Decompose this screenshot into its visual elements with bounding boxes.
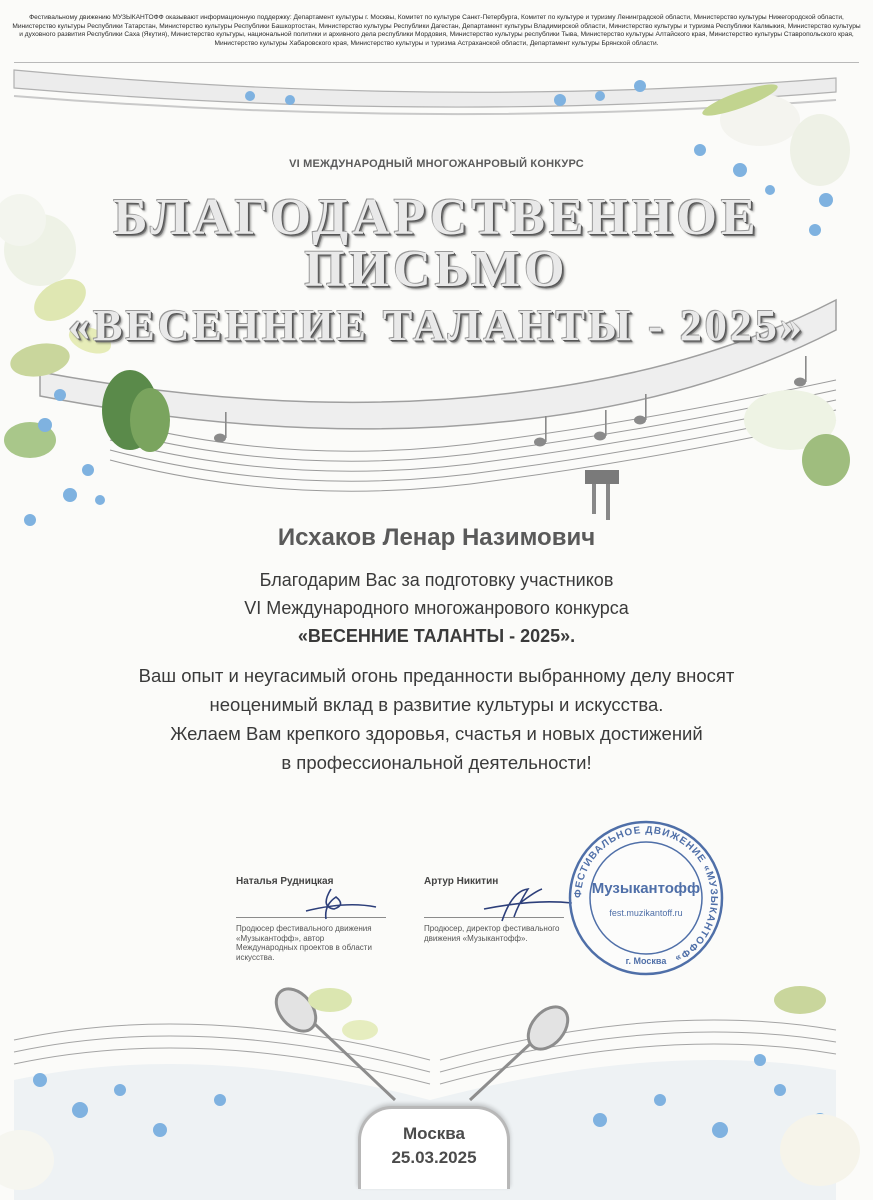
stamp-brand: Музыкантофф: [591, 880, 701, 897]
body-line-6: Желаем Вам крепкого здоровья, счастья и новых достижений: [170, 723, 703, 744]
body-line-2: VI Международного многожанрового конкурса: [244, 598, 629, 618]
footer-place: Москва: [403, 1124, 465, 1143]
signatory-role-1: Продюсер фестивального движения «Музыкантофф», автор Международных проектов в области искусства.: [236, 924, 372, 962]
signature-line-1: [236, 917, 386, 918]
recipient-name: Исхаков Ленар Назимович: [277, 524, 596, 551]
stamp-graphic: [566, 818, 726, 978]
stamp-ring-text: ФЕСТИВАЛЬНОЕ ДВИЖЕНИЕ «МУЗЫКАНТОФФ»: [572, 824, 720, 964]
signatory-role-2: Продюсер, директор фестивального движения «Музыкантофф».: [424, 924, 560, 943]
signature-block-2: [424, 876, 574, 943]
contest-subtitle: VI МЕЖДУНАРОДНЫЙ МНОГОЖАНРОВЫЙ КОНКУРС: [289, 158, 584, 170]
wishes-paragraph: [0, 661, 873, 777]
stamp-city: г. Москва: [625, 956, 667, 966]
body-line-1: Благодарим Вас за подготовку участников: [259, 570, 614, 590]
title-line-3: «ВЕСЕННИЕ ТАЛАНТЫ - 2025»: [68, 301, 805, 350]
body-line-4: Ваш опыт и неугасимый огонь преданности выбранному делу вносят: [138, 665, 735, 686]
title-line-2: ПИСЬМО: [304, 241, 569, 298]
title-line-1: БЛАГОДАРСТВЕННОЕ: [113, 189, 760, 246]
gratitude-paragraph: [0, 566, 873, 650]
body-line-5: неоценимый вклад в развитие культуры и искусства.: [209, 694, 664, 715]
organization-stamp: [566, 818, 726, 978]
signatory-name-1: Наталья Рудницкая: [236, 876, 334, 887]
support-text: Фестивальному движению МУЗЫКАНТОФФ оказывают информационную поддержку: Департамент культуры г. Москвы, Комитет по культуре Санкт-Петербурга, Комитет по культуре и туризму Ленинградской области, Министерство культуры Нижегородской области, Министерство культуры Республики Татарстан, Министерство культуры Республики Башкортостан, Министерство культуры Республики Дагестан, Департамент культуры Владимирской области, Министерство культуры и туризма Республики Калмыкия, Министерство культуры и духовного развития Республики Саха (Якутия), Министерство культуры, национальной политики и архивного дела республики Мордовия, Министерство культуры республики Тыва, Министерство культуры Алтайского края, Министерство культуры Ставропольского края, Министерство культуры Хабаровского края, Министерство культуры и туризма Астраханской области, Департамент культуры Брянской области.: [12, 14, 861, 47]
footer-date: 25.03.2025: [391, 1148, 477, 1167]
header-divider: [14, 62, 859, 63]
stamp-site: fest.muzikantoff.ru: [609, 908, 683, 918]
signature-line-2: [424, 917, 564, 918]
body-line-3: «ВЕСЕННИЕ ТАЛАНТЫ - 2025».: [297, 626, 576, 646]
body-line-7: в профессиональной деятельности!: [281, 752, 592, 773]
signatory-name-2: Артур Никитин: [424, 876, 499, 887]
signature-block-1: [236, 876, 386, 962]
